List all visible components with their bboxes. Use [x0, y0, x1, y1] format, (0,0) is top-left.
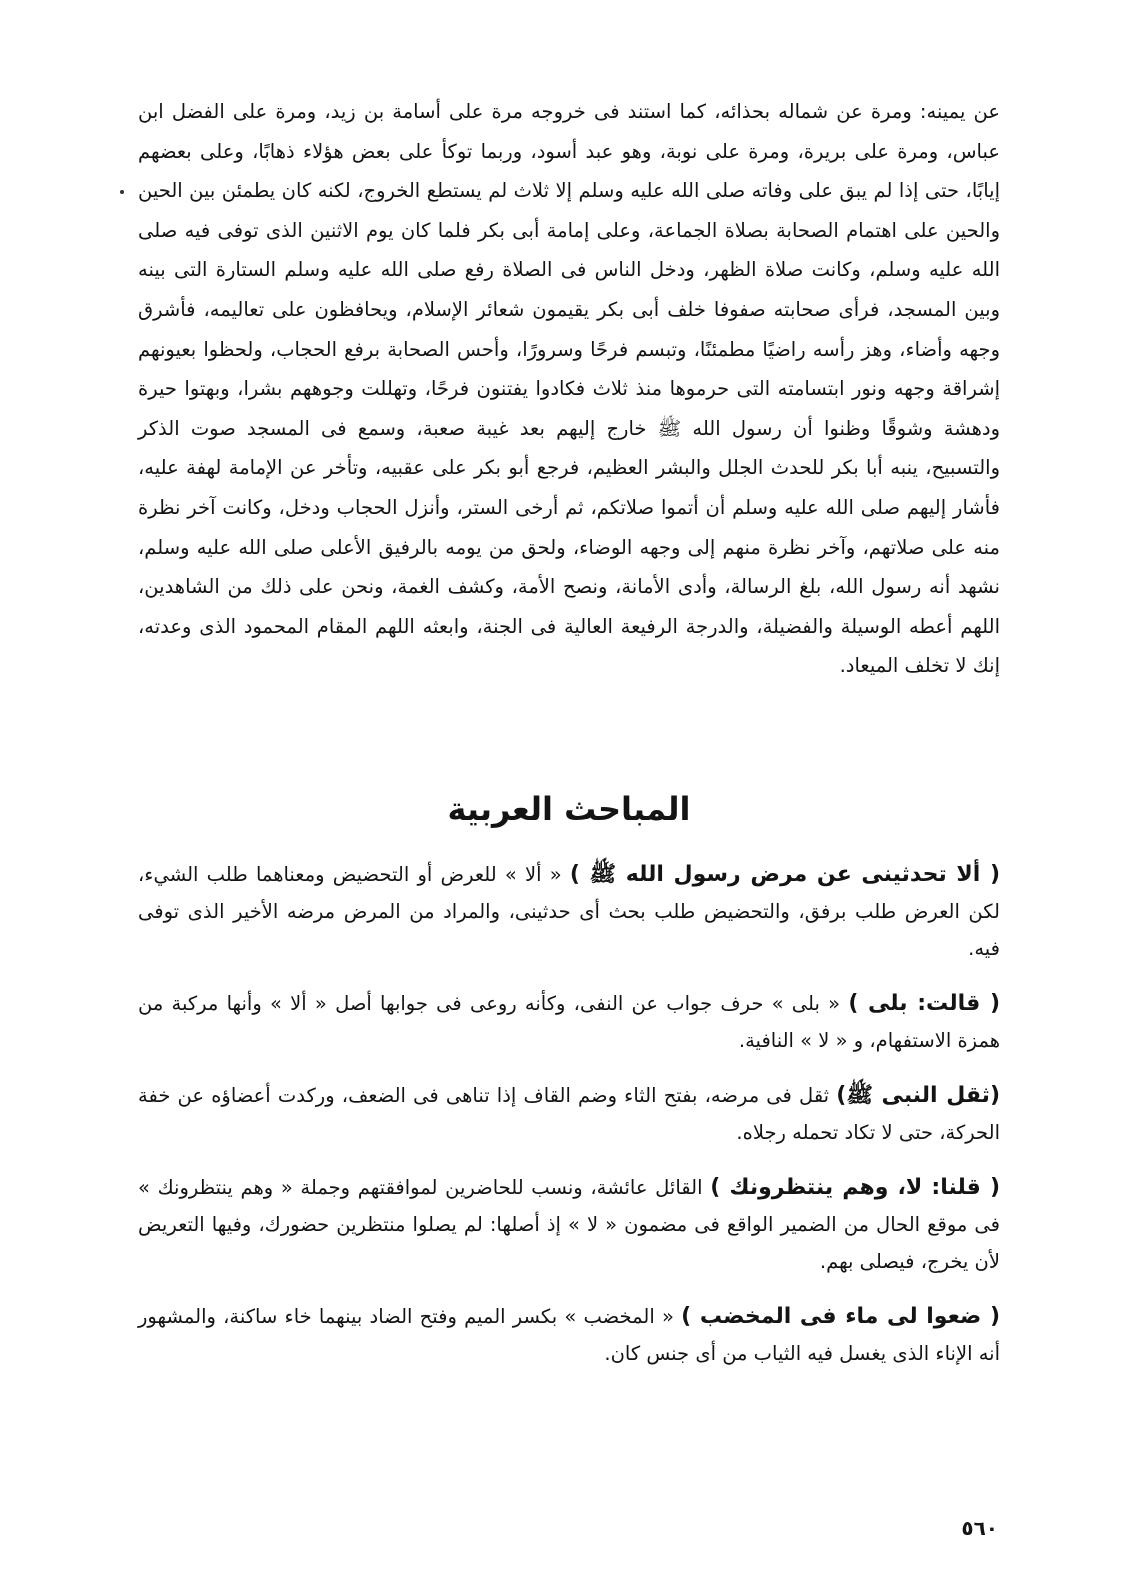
entry-lemma: ( ضعوا لى ماء فى المخضب ): [681, 1304, 1000, 1329]
entry-text: « بلى » حرف جواب عن النفى، وكأنه روعى فى جوابها أصل « ألا » وأنها مركبة من همزة الاستفهام، و « لا » النافية.: [138, 992, 1000, 1052]
entry-lemma: (ثقل النبى ﷺ): [836, 1083, 1000, 1108]
margin-dot: [120, 190, 124, 194]
glossary-entry: [138, 985, 1000, 1059]
glossary-entries: [138, 856, 1000, 1390]
entry-lemma: ( قلنا: لا، وهم ينتظرونك ): [710, 1175, 1000, 1200]
entry-text: القائل عائشة، ونسب للحاضرين لموافقتهم وجملة « وهم ينتظرونك » فى موقع الحال من الضمير الواقع فى مضمون « لا » إذ أصلها: لم يصلوا منتظرين حضورك، وفيها التعريض لأن يخرج، فيصلى بهم.: [138, 1176, 1000, 1273]
entry-lemma: ( قالت: بلى ): [848, 991, 1000, 1016]
glossary-entry: [138, 856, 1000, 967]
glossary-entry: [138, 1077, 1000, 1151]
entry-lemma: ( ألا تحدثينى عن مرض رسول الله ﷺ ): [569, 862, 1001, 887]
entry-text: ثقل فى مرضه، بفتح الثاء وضم القاف إذا تناهى فى الضعف، وركدت أعضاؤه عن خفة الحركة، حتى لا تكاد تحمله رجلاه.: [138, 1084, 1000, 1144]
entry-text: « المخضب » بكسر الميم وفتح الضاد بينهما خاء ساكنة، والمشهور أنه الإناء الذى يغسل فيه الثياب من أى جنس كان.: [138, 1305, 1000, 1365]
intro-section: [138, 92, 1000, 686]
entry-text: « ألا » للعرض أو التحضيض ومعناهما طلب الشيء، لكن العرض طلب برفق، والتحضيض طلب بحث أى حدثينى، والمراد من المرض مرضه الأخير الذى توفى فيه.: [138, 863, 1000, 960]
glossary-entry: [138, 1298, 1000, 1372]
glossary-entry: [138, 1169, 1000, 1280]
intro-paragraph: عن يمينه: ومرة عن شماله بحذائه، كما استند فى خروجه مرة على أسامة بن زيد، ومرة على الفضل ابن عباس، ومرة على بريرة، ومرة على نوبة، وهو عبد أسود، وربما توكأ على بعض هؤلاء ذهابًا، وعلى بعضهم إيابًا، حتى إذا لم يبق على وفاته صلى الله عليه وسلم إلا ثلاث لم يستطع الخروج، لكنه كان يطمئن بين الحين والحين على اهتمام الصحابة بصلاة الجماعة، وعلى إمامة أبى بكر فلما كان يوم الاثنين الذى توفى فيه صلى الله عليه وسلم، وكانت صلاة الظهر، ودخل الناس فى الصلاة رفع صلى الله عليه وسلم الستارة التى بينه وبين المسجد، فرأى صحابته صفوفا خلف أبى بكر يقيمون شعائر الإسلام، ويحافظون على تعاليمه، فأشرق وجهه وأضاء، وهز رأسه راضيًا مطمئنًا، وتبسم فرحًا وسرورًا، وأحس الصحابة برفع الحجاب، ولحظوا بعيونهم إشراقة وجهه ونور ابتسامته التى حرموها منذ ثلاث فكادوا يفتنون فرحًا، وتهللت وجوههم بشرا، وبهتوا حيرة ودهشة وشوقًا وظنوا أن رسول الله ﷺ خارج إليهم بعد غيبة صعبة، وسمع فى المسجد صوت الذكر والتسبيح، ينبه أبا بكر للحدث الجلل والبشر العظيم، فرجع أبو بكر على عقبيه، وتأخر عن الإمامة لهفة عليه، فأشار إليهم صلى الله عليه وسلم أن أتموا صلاتكم، ثم أرخى الستر، وأنزل الحجاب ودخل، وكانت آخر نظرة منه على صلاتهم، وآخر نظرة منهم إلى وجهه الوضاء، ولحق من يومه بالرفيق الأعلى صلى الله عليه وسلم، نشهد أنه رسول الله، بلغ الرسالة، وأدى الأمانة، ونصح الأمة، وكشف الغمة، ونحن على ذلك من الشاهدين، اللهم أعطه الوسيلة والفضيلة، والدرجة الرفيعة العالية فى الجنة، وابعثه اللهم المقام المحمود الذى وعدته، إنك لا تخلف الميعاد.: [138, 100, 1000, 678]
page-number: ٥٦٠: [961, 1516, 998, 1540]
section-title: المباحث العربية: [447, 790, 691, 828]
